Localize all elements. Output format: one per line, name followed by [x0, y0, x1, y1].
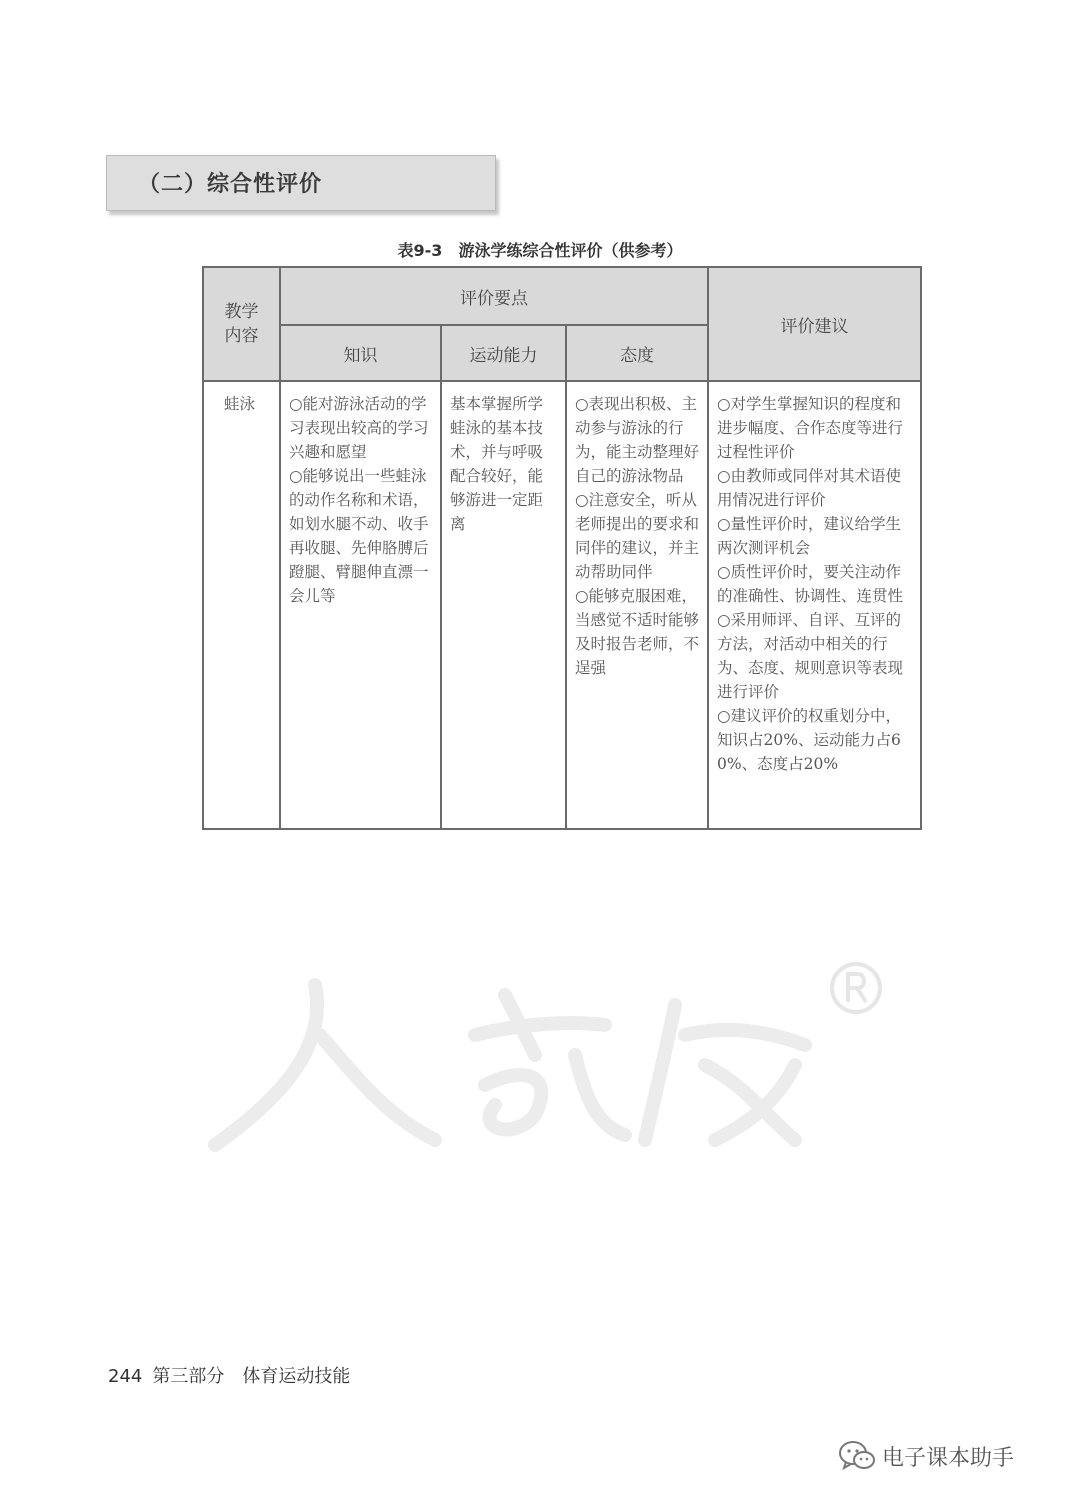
header-motor-ability: 运动能力 [441, 325, 566, 381]
cell-suggestions: ○对学生掌握知识的程度和进步幅度、合作态度等进行过程性评价 ○由教师或同伴对其术语使用情况进行评价 ○量性评价时，建议给学生两次测评机会 ○质性评价时，要关注动作的准确性、协调性、连贯性 ○采用师评、自评、互评的方法，对活动中相关的行为、态度、规则意识等表现进行评价 ○建议评价的权重划分中，知识占20%、运动能力占60%、态度占20% [708, 381, 921, 829]
part-label: 第三部分 [152, 1366, 225, 1387]
header-key-points: 评价要点 [280, 267, 708, 325]
brand-watermark [838, 1436, 1014, 1476]
evaluation-table [202, 266, 922, 830]
page-footer [108, 1362, 350, 1388]
page-number: 244 [108, 1366, 143, 1387]
header-suggestions: 评价建议 [708, 267, 921, 381]
chapter-label: 体育运动技能 [242, 1366, 351, 1387]
table-caption: 表9-3 游泳学练综合性评价（供参考） [397, 241, 683, 260]
cell-attitude: ○表现出积极、主动参与游泳的行为，能主动整理好自己的游泳物品 ○注意安全，听从老师提出的要求和同伴的建议，并主动帮助同伴 ○能够克服困难，当感觉不适时能够及时报告老师，不逞强 [566, 381, 708, 829]
registered-trademark-icon [826, 958, 886, 1018]
publisher-watermark-logo [205, 965, 845, 1155]
cell-content: 蛙泳 [203, 381, 280, 829]
brand-name: 电子课本助手 [882, 1445, 1015, 1471]
cell-knowledge: ○能对游泳活动的学习表现出较高的学习兴趣和愿望 ○能够说出一些蛙泳的动作名称和术语，如划水腿不动、收手再收腿、先伸胳膊后蹬腿、臂腿伸直漂一会儿等 [280, 381, 441, 829]
header-attitude: 态度 [566, 325, 708, 381]
wechat-icon [838, 1439, 876, 1473]
header-teaching-content: 教学内容 [203, 267, 280, 381]
cell-motor-ability: 基本掌握所学蛙泳的基本技术，并与呼吸配合较好，能够游进一定距离 [441, 381, 566, 829]
section-title: （二）综合性评价 [138, 172, 323, 197]
table-row [203, 381, 921, 829]
header-knowledge: 知识 [280, 325, 441, 381]
